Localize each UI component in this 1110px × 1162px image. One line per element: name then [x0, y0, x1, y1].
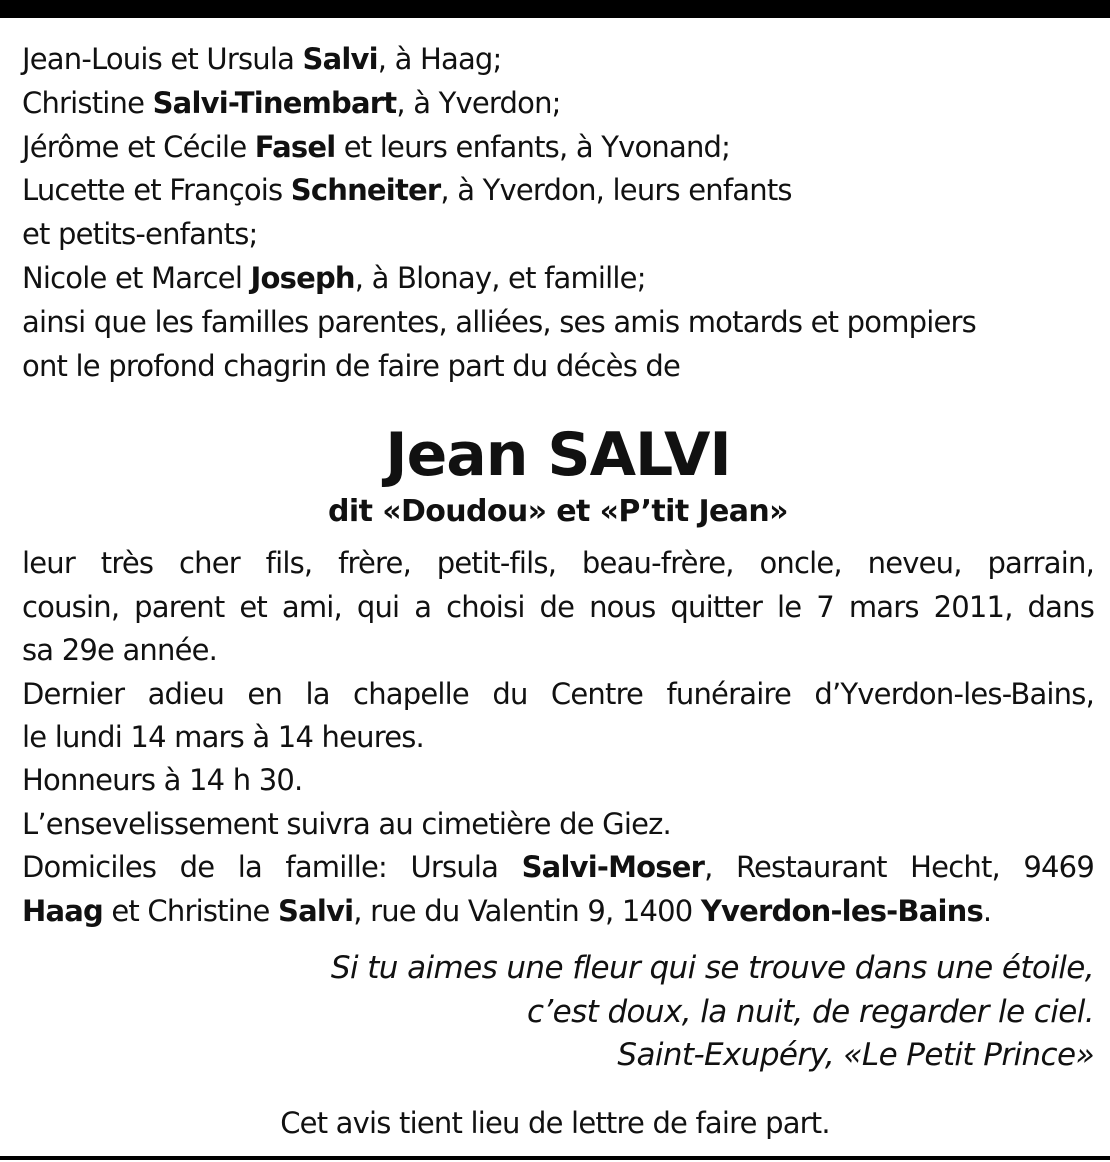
- details-line: Dernier adieu en la chapelle du Centre funéraire d’Yverdon-les-Bains,: [22, 676, 1094, 711]
- closing-notice: Cet avis tient lieu de lettre de faire part.: [280, 1106, 830, 1140]
- place-name: Yverdon-les-Bains: [700, 893, 983, 928]
- death-details: [22, 542, 1094, 933]
- family-address-line: [22, 846, 1094, 889]
- text: , à Yverdon;: [396, 85, 561, 120]
- text: et Christine: [102, 893, 279, 928]
- text: , à Haag;: [377, 42, 502, 76]
- family-address-line: [22, 890, 1094, 933]
- family-line: ainsi que les familles parentes, alliées, ses amis motards et pompiers: [22, 304, 976, 339]
- details-line: le lundi 14 mars à 14 heures.: [22, 720, 424, 754]
- family-line: [22, 257, 1094, 301]
- family-announcement: [22, 38, 1094, 388]
- text: Jérôme et Cécile: [22, 129, 255, 164]
- family-line: et petits-enfants;: [22, 217, 258, 252]
- quote-line: Si tu aimes une fleur qui se trouve dans une étoile,: [330, 950, 1094, 987]
- family-line: [22, 126, 1094, 170]
- family-surname: Salvi: [302, 42, 378, 76]
- details-line: L’ensevelissement suivra au cimetière de Giez.: [22, 806, 671, 841]
- family-line: [22, 82, 1094, 126]
- family-surname: Salvi: [278, 893, 354, 928]
- text: Christine: [22, 85, 153, 120]
- text: et leurs enfants, à Yvonand;: [335, 129, 731, 164]
- obituary-notice: [22, 38, 1094, 1078]
- deceased-name: Jean SALVI: [385, 420, 731, 491]
- deceased-nickname: dit «Doudou» et «P’tit Jean»: [328, 494, 788, 530]
- family-surname: Fasel: [254, 129, 336, 164]
- details-line: sa 29e année.: [22, 633, 218, 668]
- quote-attribution: Saint-Exupéry, «Le Petit Prince»: [617, 1037, 1094, 1074]
- family-surname: Joseph: [250, 260, 355, 295]
- family-surname: Salvi-Tinembart: [152, 85, 397, 120]
- top-rule: [0, 0, 1110, 18]
- quotation: [22, 947, 1094, 1078]
- family-line: ont le profond chagrin de faire part du décès de: [22, 348, 681, 383]
- details-line: Honneurs à 14 h 30.: [22, 763, 303, 798]
- quote-line: c’est doux, la nuit, de regarder le ciel.: [526, 993, 1094, 1030]
- family-line: [22, 169, 1094, 213]
- text: Jean-Louis et Ursula: [22, 42, 303, 76]
- text: Lucette et François: [22, 173, 291, 208]
- place-name: Haag: [22, 893, 103, 928]
- text: Domiciles de la famille: Ursula: [22, 850, 522, 885]
- text: , à Blonay, et famille;: [354, 260, 646, 295]
- family-line: [22, 38, 1094, 82]
- text: , à Yverdon, leurs enfants: [440, 173, 792, 208]
- family-surname: Schneiter: [290, 173, 441, 208]
- text: , rue du Valentin 9, 1400: [353, 893, 701, 928]
- text: , Restaurant Hecht, 9469: [704, 850, 1094, 885]
- text: Nicole et Marcel: [22, 260, 251, 295]
- text: .: [982, 893, 992, 928]
- bottom-rule: [0, 1156, 1110, 1160]
- details-line: leur très cher fils, frère, petit-fils, beau-frère, oncle, neveu, parrain,: [22, 546, 1094, 581]
- family-surname: Salvi-Moser: [521, 850, 705, 885]
- details-line: cousin, parent et ami, qui a choisi de nous quitter le 7 mars 2011, dans: [22, 589, 1094, 624]
